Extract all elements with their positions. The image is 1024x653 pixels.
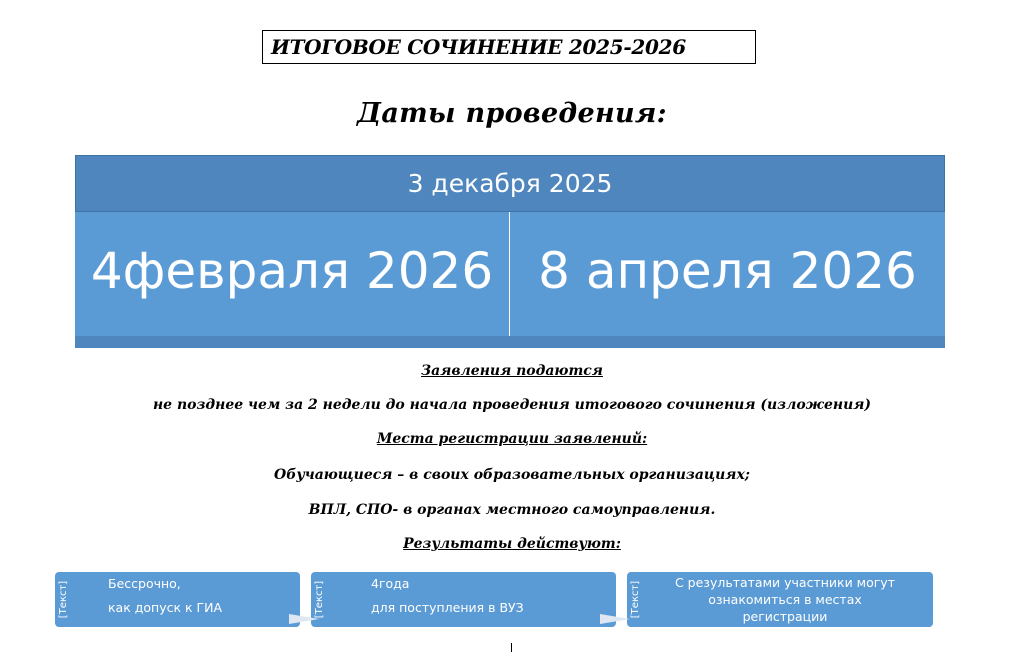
result-box-registration <box>627 572 933 627</box>
dates-table <box>75 155 945 348</box>
applications-heading: Заявления подаются <box>421 363 603 379</box>
result-line-1: Бессрочно, <box>108 576 181 591</box>
result-line-3: регистрации <box>742 609 828 624</box>
results-heading: Результаты действуют: <box>403 536 621 552</box>
result-line-1: С результатами участники могут <box>674 575 895 590</box>
result-box-university <box>311 572 616 627</box>
arrow-right-icon <box>600 614 630 624</box>
applications-text: не позднее чем за 2 недели до начала проведения итогового сочинения (изложения) <box>152 397 872 413</box>
result-line-2: ознакомиться в местах <box>708 592 862 607</box>
date-april: 8 апреля 2026 <box>510 212 945 336</box>
dates-heading: Даты проведения: <box>357 98 667 129</box>
dates-table-footer-bar <box>75 336 945 348</box>
result-box-tag: [Текст] <box>58 580 70 619</box>
result-line-2: как допуск к ГИА <box>108 600 223 615</box>
result-box-tag: [Текст] <box>314 580 326 619</box>
registration-heading: Места регистрации заявлений: <box>376 431 648 447</box>
result-box-gia <box>55 572 300 627</box>
registration-students: Обучающиеся – в своих образовательных организациях; <box>274 467 750 483</box>
result-line-1: 4года <box>371 576 410 591</box>
date-december: 3 декабря 2025 <box>75 155 945 212</box>
text-cursor <box>511 643 512 652</box>
registration-graduates: ВПЛ, СПО- в органах местного самоуправления. <box>308 502 716 518</box>
result-line-2: для поступления в ВУЗ <box>371 600 524 615</box>
result-box-tag: [Текст] <box>630 580 642 619</box>
arrow-right-icon <box>289 614 319 624</box>
document-title: ИТОГОВОЕ СОЧИНЕНИЕ 2025-2026 <box>262 30 756 64</box>
date-february: 4февраля 2026 <box>75 212 510 336</box>
